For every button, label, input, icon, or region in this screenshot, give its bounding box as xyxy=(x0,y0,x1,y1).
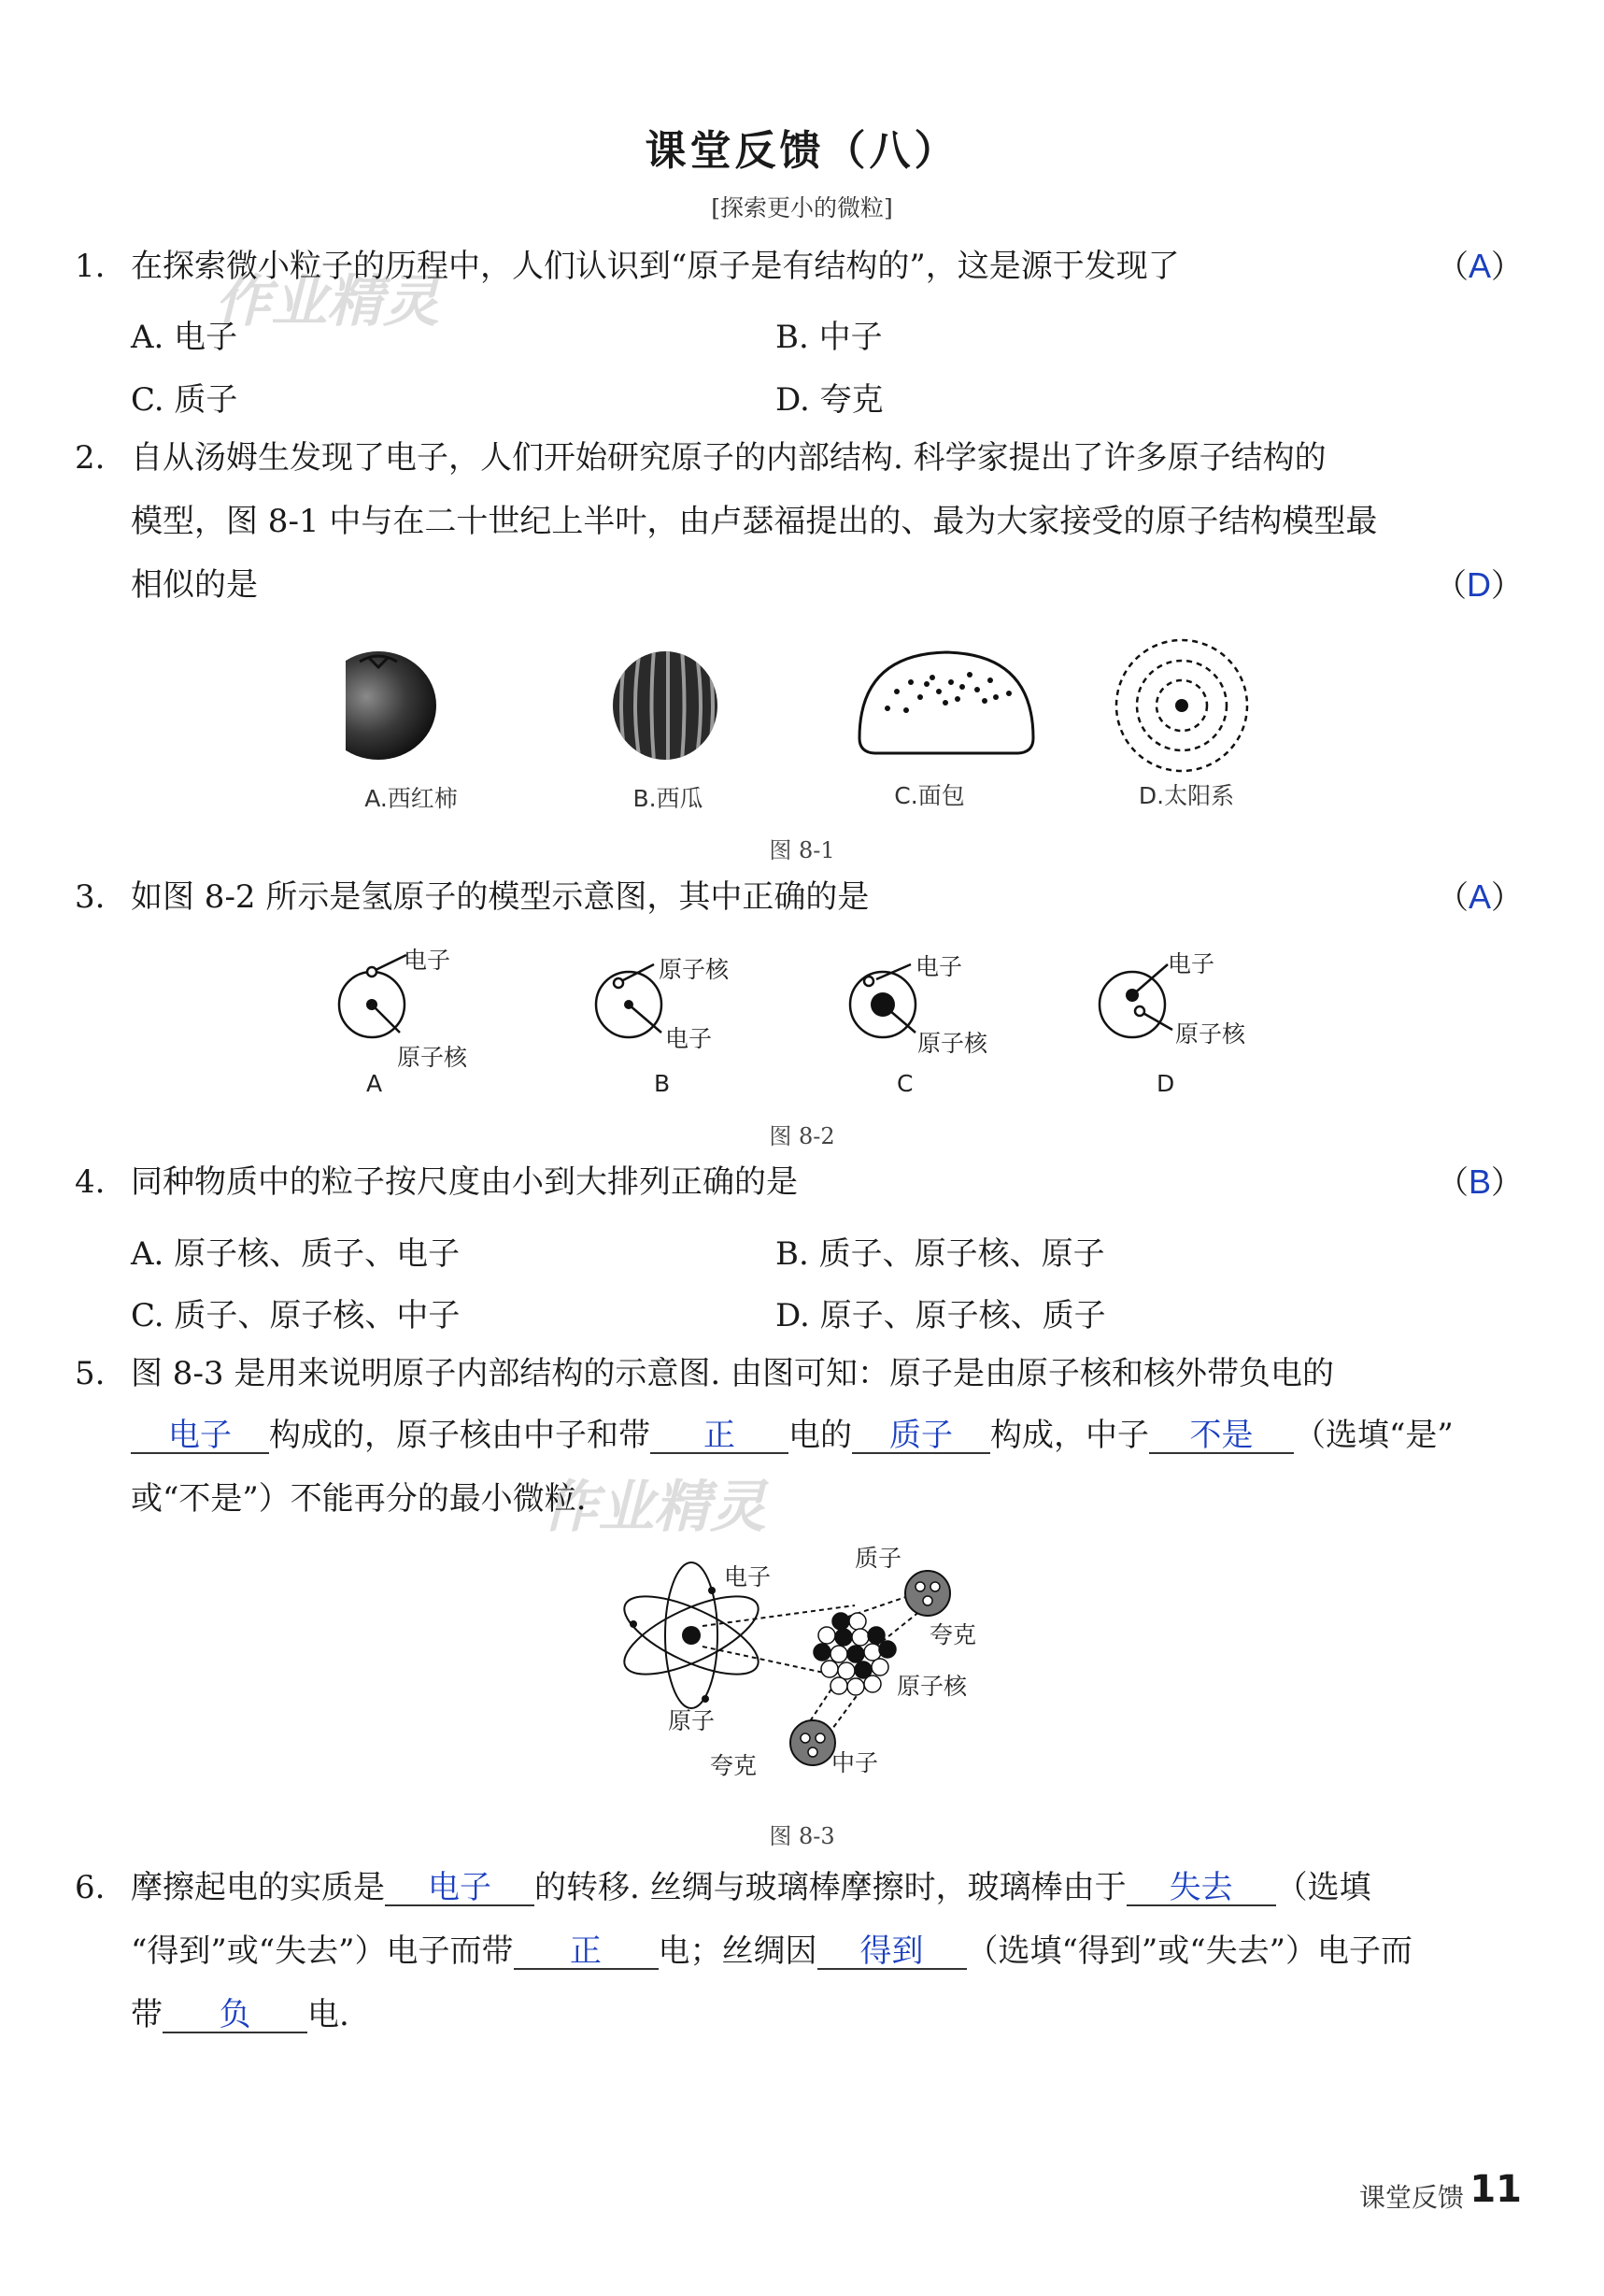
answer-paren: （A） xyxy=(1436,247,1523,286)
blank-answer[interactable]: 负 xyxy=(163,1998,307,2033)
option-b: B. 中子 xyxy=(775,319,883,356)
question-text: 自从汤姆生发现了电子，人们开始研究原子的内部结构. 科学家提出了许多原子结构的 xyxy=(131,439,1327,477)
answer: A xyxy=(1468,247,1491,285)
figure-letter-a: A xyxy=(366,1070,383,1097)
option-a: A. 原子核、质子、电子 xyxy=(131,1235,461,1273)
watermelon-image xyxy=(613,649,717,762)
sun-dot xyxy=(1175,699,1188,712)
section-subtitle: [探索更小的微粒] xyxy=(711,194,893,221)
question-text: 在探索微小粒子的历程中，人们认识到“原子是有结构的”，这是源于发现了 xyxy=(131,248,1180,285)
bread-image xyxy=(859,652,1033,753)
watermark: 作业精灵 xyxy=(215,269,439,335)
label-atom: 原子 xyxy=(668,1707,716,1734)
figure-label-d: D.太阳系 xyxy=(1138,782,1235,809)
blank-answer[interactable]: 电子 xyxy=(131,1419,269,1454)
page-number: 11 xyxy=(1469,2168,1522,2211)
label-nucleus: 原子核 xyxy=(897,1673,968,1700)
label-electron: 电子 xyxy=(404,947,451,974)
label-electron: 电子 xyxy=(1168,950,1215,977)
question-number: 3. xyxy=(75,878,106,916)
label-quark: 夸克 xyxy=(930,1621,977,1648)
question-text: 相似的是 xyxy=(131,566,258,604)
option-c: C. 质子 xyxy=(131,381,238,419)
blank-answer[interactable]: 质子 xyxy=(852,1419,990,1454)
blank-answer[interactable]: 正 xyxy=(650,1419,788,1454)
option-d: D. 原子、原子核、质子 xyxy=(775,1297,1106,1334)
option-b: B. 质子、原子核、原子 xyxy=(775,1235,1105,1273)
answer-paren: （B） xyxy=(1436,1162,1523,1202)
figure-letter-c: C xyxy=(897,1070,914,1097)
question-number: 2. xyxy=(75,439,106,477)
question-number: 6. xyxy=(75,1869,106,1906)
figure-label-a: A.西红柿 xyxy=(364,785,458,812)
label-neutron: 中子 xyxy=(831,1749,879,1776)
figure-letter-d: D xyxy=(1157,1070,1175,1097)
label-nucleus: 原子核 xyxy=(659,956,730,983)
label-electron: 电子 xyxy=(916,953,963,980)
answer-paren: （A） xyxy=(1436,877,1523,917)
answer: B xyxy=(1468,1162,1491,1201)
label-proton: 质子 xyxy=(855,1545,902,1572)
question-number: 4. xyxy=(75,1163,106,1201)
blank-answer[interactable]: 失去 xyxy=(1127,1871,1276,1906)
figure-letter-b: B xyxy=(654,1070,671,1097)
question-text: 或“不是”）不能再分的最小微粒. xyxy=(131,1480,587,1518)
label-nucleus: 原子核 xyxy=(397,1044,468,1071)
label-electron: 电子 xyxy=(724,1563,772,1590)
figure-caption: 图 8-3 xyxy=(769,1823,835,1849)
answer: A xyxy=(1468,877,1491,916)
figure-label-c: C.面包 xyxy=(894,782,965,809)
label-electron: 电子 xyxy=(665,1025,713,1052)
label-nucleus: 原子核 xyxy=(917,1030,988,1057)
figure-8-3 xyxy=(617,1542,1009,1785)
answer: D xyxy=(1467,565,1491,604)
blank-answer[interactable]: 正 xyxy=(514,1934,659,1970)
label-nucleus: 原子核 xyxy=(1175,1020,1246,1048)
figure-caption: 图 8-2 xyxy=(769,1123,835,1149)
figure-caption: 图 8-1 xyxy=(769,837,835,863)
option-d: D. 夸克 xyxy=(775,381,884,419)
blank-answer[interactable]: 电子 xyxy=(385,1871,534,1906)
question-number: 5. xyxy=(75,1355,106,1392)
option-a: A. 电子 xyxy=(131,319,238,356)
question-text: 同种物质中的粒子按尺度由小到大排列正确的是 xyxy=(131,1163,798,1201)
option-c: C. 质子、原子核、中子 xyxy=(131,1297,461,1334)
page-title: 课堂反馈（八） xyxy=(645,127,959,175)
figure-label-b: B.西瓜 xyxy=(632,785,703,812)
question-text: 如图 8-2 所示是氢原子的模型示意图，其中正确的是 xyxy=(131,878,870,916)
question-text: 图 8-3 是用来说明原子内部结构的示意图. 由图可知：原子是由原子核和核外带负电的 xyxy=(131,1355,1334,1392)
blank-answer[interactable]: 不是 xyxy=(1149,1419,1294,1454)
footer-label: 课堂反馈 xyxy=(1358,2182,1464,2213)
tomato-image xyxy=(346,651,436,760)
label-quark: 夸克 xyxy=(710,1752,758,1779)
blank-answer[interactable]: 得到 xyxy=(817,1934,967,1970)
question-number: 1. xyxy=(75,248,106,285)
watermark: 作业精灵 xyxy=(542,1475,766,1540)
question-text: 模型，图 8-1 中与在二十世纪上半叶，由卢瑟福提出的、最为大家接受的原子结构模型最 xyxy=(131,503,1378,540)
answer-paren: （D） xyxy=(1435,565,1523,605)
